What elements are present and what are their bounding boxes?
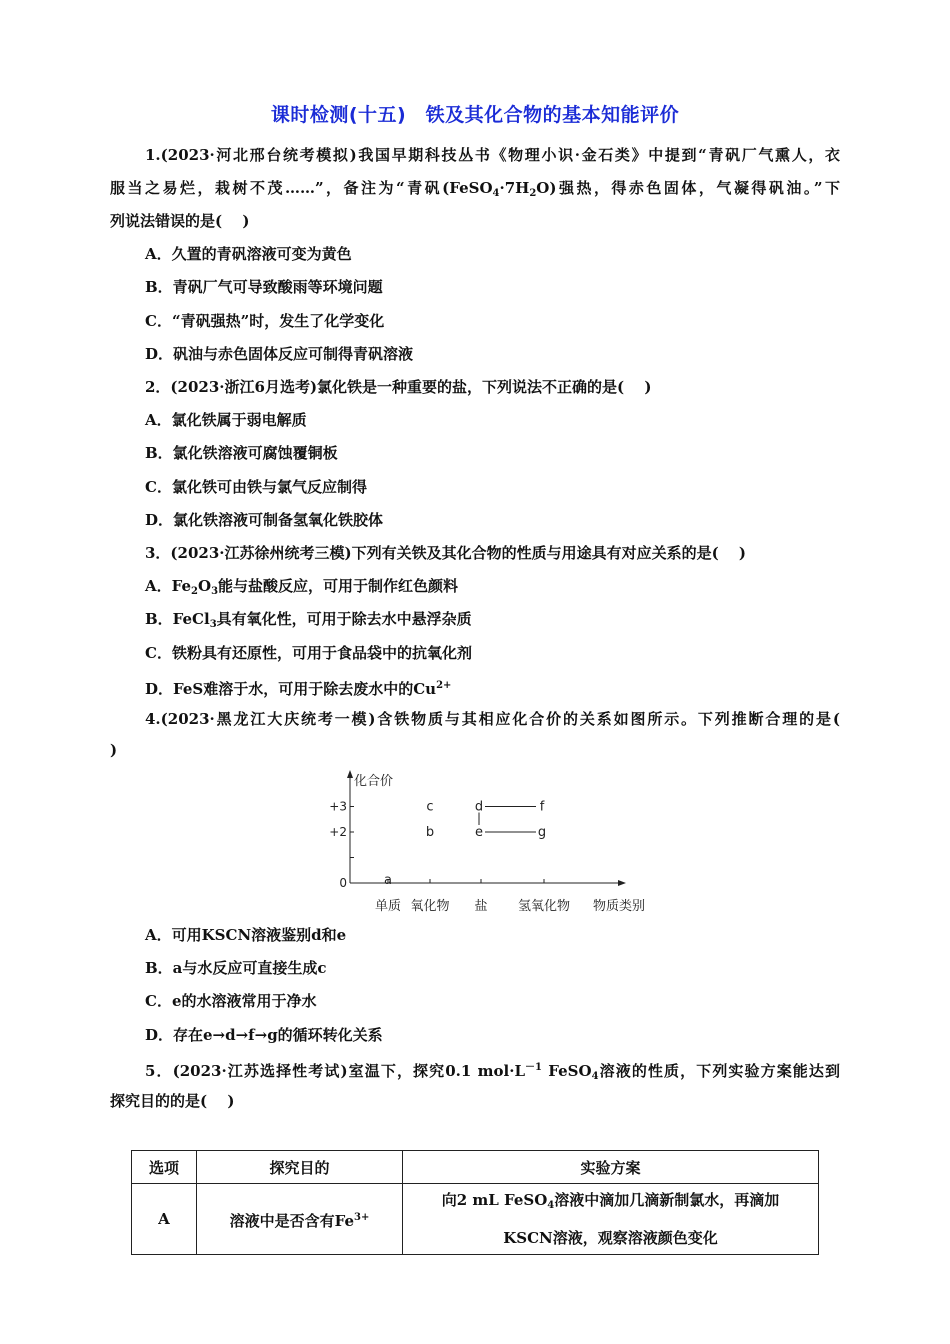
purpose-superscript: 3+ [354, 1211, 370, 1223]
x-tick-label: 盐 [474, 899, 488, 914]
q4-option-a: A．可用KSCN溶液鉴别d和e [145, 926, 347, 944]
q2-option-d: D．氯化铁溶液可制备氢氧化铁胶体 [145, 511, 384, 529]
q3-option-a [145, 576, 458, 602]
table-cell-plan [403, 1184, 819, 1255]
table-cell-purpose [197, 1184, 403, 1255]
table-header-cell: 实验方案 [403, 1151, 819, 1184]
q4-option-d: D．存在e→d→f→g的循环转化关系 [145, 1026, 383, 1044]
y-axis-arrow [347, 770, 353, 778]
q3-text: B．FeCl [145, 610, 210, 628]
q4-option-c: C．e的水溶液常用于净水 [145, 992, 317, 1010]
plan-line-2: KSCN溶液，观察溶液颜色变化 [503, 1229, 718, 1247]
plan-line-1 [407, 1184, 814, 1222]
q3-stem: 3．(2023·江苏徐州统考三模)下列有关铁及其化合物的性质与用途具有对应关系的是( ) [145, 544, 747, 562]
point-label-d: d [474, 799, 484, 815]
q1-subscript: 4 [492, 188, 500, 199]
point-label-a: a [384, 873, 392, 888]
q3-option-b [145, 609, 472, 635]
q3-subscript: 3 [211, 586, 219, 597]
chart-marks [384, 800, 546, 889]
table-header-cell: 探究目的 [197, 1151, 403, 1184]
point-label-f: f [539, 799, 545, 815]
q3-subscript: 3 [209, 619, 217, 630]
q1-text: ·7H [499, 179, 530, 197]
x-tick-label: 氧化物 [410, 899, 450, 914]
q3-text: O [197, 577, 212, 595]
q4-option-b: B．a与水反应可直接生成c [145, 959, 327, 977]
q5-text: 5．(2023·江苏选择性考试)室温下，探究0.1 mol·L [145, 1062, 526, 1080]
q1-option-c: C．“青矾强热”时，发生了化学变化 [145, 312, 385, 330]
q3-option-d [145, 676, 451, 699]
q5-text: FeSO [541, 1062, 592, 1080]
point-label-e: e [475, 825, 483, 840]
plan-text: 溶液中滴加几滴新制氯水，再滴加 [554, 1191, 780, 1209]
q1-stem-line3: 列说法错误的是( ) [110, 212, 250, 230]
y-tick-label: +3 [329, 799, 347, 814]
q1-stem-line1: 1.(2023·河北邢台统考模拟)我国早期科技丛书《物理小识·金石类》中提到“青矾厂气熏人，衣 [145, 146, 840, 164]
q2-option-b: B．氯化铁溶液可腐蚀覆铜板 [145, 444, 338, 462]
q3-text: 具有氧化性，可用于除去水中悬浮杂质 [216, 610, 472, 628]
q5-superscript: －1 [525, 1062, 542, 1073]
plan-text: 向2 mL FeSO [441, 1191, 548, 1209]
q4-stem-line2: ) [110, 741, 118, 759]
q1-option-b: B．青矾厂气可导致酸雨等环境问题 [145, 278, 383, 296]
plan-subscript: 4 [547, 1200, 555, 1211]
table-header-row [132, 1151, 819, 1184]
q1-subscript: 2 [529, 188, 537, 199]
q3-text: 能与盐酸反应，可用于制作红色颜料 [218, 577, 459, 595]
q5-text: 溶液的性质，下列实验方案能达到 [598, 1062, 840, 1080]
page-title: 课时检测(十五) 铁及其化合物的基本知能评价 [270, 104, 680, 126]
x-tick-label: 单质 [374, 899, 402, 914]
q1-text: 服当之易烂，栽树不茂……”，备注为“青矾(FeSO [110, 179, 493, 197]
q2-stem: 2．(2023·浙江6月选考)氯化铁是一种重要的盐，下列说法不正确的是( ) [145, 378, 652, 396]
valence-chart [320, 765, 660, 917]
y-axis-label: 化合价 [354, 774, 394, 789]
q3-subscript: 2 [191, 586, 198, 597]
q3-text: A．Fe [145, 577, 192, 595]
q2-option-a: A．氯化铁属于弱电解质 [145, 411, 307, 429]
q5-subscript: 4 [591, 1071, 599, 1082]
experiment-table [131, 1150, 819, 1255]
q3-option-c: C．铁粉具有还原性，可用于食品袋中的抗氧化剂 [145, 644, 472, 662]
q5-stem-line1 [145, 1058, 840, 1087]
q1-option-a: A．久置的青矾溶液可变为黄色 [145, 245, 352, 263]
q2-option-c: C．氯化铁可由铁与氯气反应制得 [145, 478, 367, 496]
chart-axes [329, 770, 645, 914]
q1-stem-line2 [110, 178, 840, 204]
q5-stem-line2: 探究目的的是( ) [110, 1092, 235, 1110]
q4-stem-line1: 4.(2023·黑龙江大庆统考一模)含铁物质与其相应化合价的关系如图所示。下列推断合理的是( [145, 710, 840, 728]
point-label-g: g [537, 825, 547, 840]
purpose-text: 溶液中是否含有Fe [229, 1211, 355, 1230]
table-header-cell: 选项 [132, 1151, 197, 1184]
y-tick-label: 0 [339, 876, 347, 890]
x-axis-arrow [618, 880, 626, 886]
x-tick-label: 氢氧化物 [517, 899, 571, 914]
q1-option-d: D．矾油与赤色固体反应可制得青矾溶液 [145, 345, 414, 363]
q3-text: D．FeS难溶于水，可用于除去废水中的Cu [145, 680, 437, 698]
point-label-c: c [426, 799, 434, 815]
q3-superscript: 2+ [436, 680, 452, 691]
table-row [132, 1184, 819, 1255]
y-tick-label: +2 [329, 825, 347, 839]
point-label-b: b [425, 825, 435, 840]
x-axis-label: 物质类别 [593, 899, 646, 914]
q1-text: O)强热，得赤色固体，气凝得矾油。”下 [536, 179, 840, 197]
table-cell-option: A [132, 1184, 197, 1255]
